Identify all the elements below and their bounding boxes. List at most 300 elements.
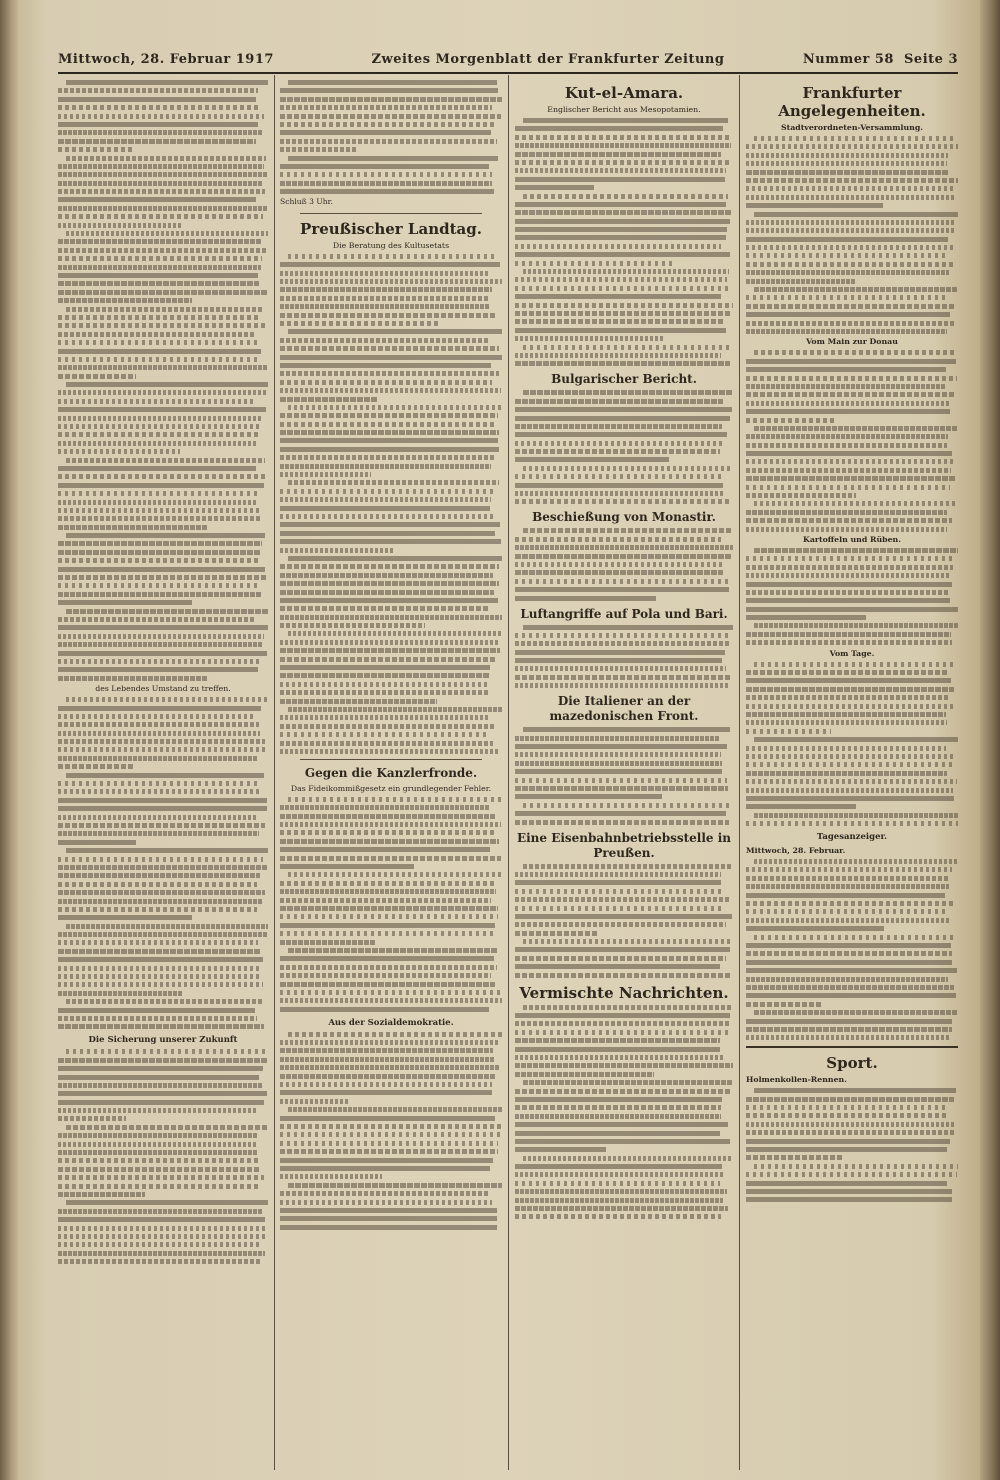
- text-line: [754, 1010, 958, 1015]
- text-line: [58, 940, 258, 945]
- text-line: [280, 97, 502, 102]
- text-line: [523, 803, 733, 808]
- text-line: [66, 924, 268, 929]
- text-line: [58, 625, 268, 630]
- text-line: [523, 118, 728, 123]
- text-line: [515, 491, 724, 496]
- text-line: [58, 256, 262, 261]
- headline-kanzlerfronde: Gegen die Kanzlerfronde.: [304, 765, 478, 780]
- text-line: [280, 640, 499, 645]
- text-line: [58, 676, 207, 681]
- text-line: [515, 143, 731, 148]
- text-line: [58, 1158, 261, 1163]
- text-line: [280, 489, 493, 494]
- column-rule: [274, 75, 275, 1470]
- text-line: [58, 1142, 257, 1147]
- text-line: [523, 528, 733, 533]
- text-line: [746, 228, 955, 233]
- text-line: [58, 483, 264, 488]
- text-line: [280, 346, 499, 351]
- text-line: [746, 220, 956, 225]
- text-line: [515, 897, 729, 902]
- text-line: [746, 510, 947, 515]
- text-line: [58, 857, 263, 862]
- text-line: [280, 1040, 499, 1045]
- subhead-holmenkollen: Holmenkollen-Rennen.: [746, 1075, 847, 1085]
- text-line: [746, 329, 947, 334]
- text-line: [66, 231, 268, 236]
- text-line: [515, 596, 656, 601]
- text-line: [280, 506, 490, 511]
- text-line: [515, 1198, 723, 1203]
- binding-edge: [980, 0, 1000, 1480]
- text-line: [58, 298, 192, 303]
- text-line: [58, 890, 265, 895]
- text-line: [746, 1155, 842, 1160]
- text-line: [515, 227, 727, 232]
- masthead: [58, 52, 958, 74]
- text-line: [280, 271, 489, 276]
- column-1-text-top: [58, 80, 268, 681]
- text-line: [515, 666, 726, 671]
- text-line: [58, 982, 263, 987]
- text-line: [280, 355, 502, 360]
- text-line: [58, 667, 258, 672]
- headline-monastir: Beschießung von Monastir.: [532, 510, 716, 525]
- text-line: [746, 312, 950, 317]
- text-line: [746, 746, 946, 751]
- text-line: [288, 948, 498, 953]
- text-line: [58, 915, 192, 920]
- text-line: [58, 315, 258, 320]
- text-line: [515, 675, 731, 680]
- column-3-text-pola: [515, 625, 733, 689]
- text-line: [58, 122, 258, 127]
- text-line: [280, 822, 501, 827]
- text-line: [515, 202, 726, 207]
- text-line: [515, 244, 721, 249]
- text-line: [746, 968, 957, 973]
- text-line: [280, 864, 414, 869]
- text-line: [58, 798, 267, 803]
- text-line: [280, 1132, 501, 1137]
- text-line: [58, 508, 259, 513]
- text-line: [280, 682, 489, 687]
- text-line: [58, 139, 256, 144]
- text-line: [280, 122, 494, 127]
- text-line: [515, 956, 726, 961]
- text-line: [515, 811, 726, 816]
- text-line: [58, 907, 257, 912]
- text-line: [288, 1183, 502, 1188]
- text-line: [746, 376, 957, 381]
- text-line: [515, 294, 721, 299]
- text-line: [58, 592, 262, 597]
- text-line: [280, 548, 395, 553]
- text-line: [58, 290, 268, 295]
- text-line: [523, 939, 733, 944]
- text-line: [280, 371, 499, 376]
- text-line: [515, 794, 662, 799]
- text-line: [515, 399, 723, 404]
- text-line: [280, 296, 490, 301]
- text-line: [58, 332, 255, 337]
- text-line: [280, 1225, 497, 1230]
- text-line: [58, 466, 256, 471]
- facing-page-strip: [0, 0, 18, 1480]
- text-line: [66, 1125, 268, 1130]
- masthead-title: Zweites Morgenblatt der Frankfurter Zeitung: [371, 52, 725, 67]
- text-line: [58, 706, 261, 711]
- text-line: [746, 993, 956, 998]
- text-line: [288, 480, 499, 485]
- text-line: [58, 739, 265, 744]
- text-line: [58, 722, 259, 727]
- text-line: [280, 447, 499, 452]
- text-line: [280, 1200, 492, 1205]
- text-line: [515, 407, 732, 412]
- text-line: [515, 658, 722, 663]
- text-line: [746, 186, 954, 191]
- text-line: [515, 235, 726, 240]
- text-line: [66, 382, 268, 387]
- text-line: [280, 715, 490, 720]
- text-line: [58, 1242, 259, 1247]
- text-line: [280, 388, 501, 393]
- text-line: [66, 458, 265, 463]
- text-line: [288, 80, 497, 85]
- column-1-text-mid: [58, 697, 268, 1029]
- text-line: [754, 136, 954, 141]
- masthead-number: Nummer 58 Seite 3: [802, 52, 958, 67]
- text-line: [58, 1184, 261, 1189]
- text-line: [58, 1091, 267, 1096]
- text-line: [58, 424, 262, 429]
- text-line: [58, 747, 267, 752]
- column-1-text-bottom: [58, 1049, 268, 1264]
- tagesanzeiger-date: Mittwoch, 28. Februar.: [746, 846, 846, 856]
- text-line: [746, 729, 831, 734]
- text-line: [515, 1122, 728, 1127]
- column-3-text-kut: [515, 118, 733, 366]
- text-line: [515, 1139, 730, 1144]
- headline-kut-el-amara: Kut-el-Amara.: [564, 84, 684, 102]
- text-line: [754, 350, 954, 355]
- column-3-text-eisenbahn: [515, 864, 733, 978]
- text-line: [58, 781, 260, 786]
- text-line: [280, 839, 499, 844]
- text-line: [515, 311, 732, 316]
- text-line: [280, 814, 496, 819]
- text-line: [746, 321, 954, 326]
- text-line: [523, 390, 732, 395]
- text-line: [515, 457, 669, 462]
- divider: [300, 213, 482, 214]
- text-line: [515, 152, 721, 157]
- text-line: [58, 114, 264, 119]
- text-line: [66, 156, 266, 161]
- text-line: [58, 1016, 257, 1021]
- text-line: [746, 518, 952, 523]
- text-line: [515, 633, 732, 638]
- text-line: [515, 328, 726, 333]
- text-line: [58, 1108, 258, 1113]
- text-line: [58, 357, 261, 362]
- text-line: [280, 741, 493, 746]
- text-line: [58, 1167, 261, 1172]
- text-line: [58, 88, 258, 93]
- column-4: [746, 78, 958, 1463]
- text-line: [58, 374, 136, 379]
- text-line: [515, 286, 729, 291]
- column-4-text-stadt: [746, 136, 958, 334]
- text-line: [515, 769, 722, 774]
- text-line: [515, 1063, 733, 1068]
- text-line: [515, 160, 731, 165]
- text-line: [754, 287, 958, 292]
- text-line: [515, 545, 733, 550]
- text-line: [58, 789, 262, 794]
- text-line: [746, 262, 954, 267]
- headline-sport: Sport.: [826, 1054, 878, 1073]
- text-line: [58, 223, 183, 228]
- text-line: [280, 455, 495, 460]
- text-line: [746, 556, 955, 561]
- text-line: [515, 641, 730, 646]
- text-line: [515, 922, 726, 927]
- text-line: [280, 1057, 495, 1062]
- text-line: [58, 949, 260, 954]
- text-line: [515, 185, 594, 190]
- text-line: [746, 459, 956, 464]
- text-line: [58, 1024, 264, 1029]
- text-line: [280, 598, 498, 603]
- text-line: [515, 303, 733, 308]
- text-line: [280, 1090, 492, 1095]
- text-line: [746, 1002, 821, 1007]
- text-line: [515, 820, 729, 825]
- subhead-main-donau: Vom Main zur Donau: [806, 337, 898, 347]
- text-line: [754, 737, 958, 742]
- text-line: [746, 771, 947, 776]
- text-line: [746, 573, 951, 578]
- text-line: [515, 579, 728, 584]
- text-line: [280, 805, 490, 810]
- text-line: [280, 690, 490, 695]
- text-line: [280, 114, 501, 119]
- text-line: [515, 1055, 723, 1060]
- text-line: [280, 898, 491, 903]
- text-line: [746, 401, 949, 406]
- column-3-text-bulg: [515, 390, 733, 504]
- text-line: [58, 416, 262, 421]
- signature-line: Schluß 3 Uhr.: [280, 197, 333, 207]
- text-line: [515, 219, 730, 224]
- column-4-text-donau: [746, 350, 958, 531]
- text-line: [746, 434, 948, 439]
- text-line: [58, 390, 266, 395]
- text-line: [280, 1191, 489, 1196]
- text-line: [66, 1200, 268, 1205]
- text-line: [515, 880, 721, 885]
- text-line: [280, 105, 492, 110]
- text-line: [58, 239, 261, 244]
- text-line: [280, 1208, 497, 1213]
- text-line: [58, 714, 256, 719]
- text-line: [66, 307, 264, 312]
- text-line: [58, 957, 263, 962]
- text-line: [515, 752, 721, 757]
- text-line: [280, 1074, 496, 1079]
- text-line: [280, 606, 490, 611]
- text-line: [58, 1133, 257, 1138]
- text-line: [515, 1181, 720, 1186]
- text-line: [515, 587, 729, 592]
- text-line: [746, 392, 954, 397]
- text-line: [746, 867, 952, 872]
- text-line: [58, 831, 259, 836]
- headline-landtag: Preußischer Landtag.: [300, 219, 482, 238]
- text-line: [746, 476, 956, 481]
- text-line: [280, 906, 498, 911]
- subhead-fideikommiss: Das Fideikommißgesetz ein grundlegender Fehler.: [290, 783, 492, 793]
- text-line: [280, 847, 490, 852]
- text-line: [746, 1113, 946, 1118]
- text-line: [58, 130, 262, 135]
- text-line: [515, 1030, 730, 1035]
- text-line: [746, 590, 950, 595]
- text-line: [280, 665, 490, 670]
- text-line: [515, 1105, 721, 1110]
- text-line: [280, 648, 500, 653]
- text-line: [515, 1047, 720, 1052]
- text-line: [280, 856, 501, 861]
- text-line: [58, 600, 192, 605]
- column-3: [515, 78, 733, 1463]
- text-line: [58, 567, 265, 572]
- text-line: [58, 575, 268, 580]
- text-line: [280, 956, 494, 961]
- text-line: [280, 1158, 493, 1163]
- text-line: [754, 212, 958, 217]
- text-line: [280, 990, 501, 995]
- text-line: [280, 923, 495, 928]
- text-line: [280, 464, 491, 469]
- text-line: [280, 1124, 502, 1129]
- text-line: [280, 139, 497, 144]
- subsection-head: des Lebendes Umstand zu treffen.: [95, 684, 231, 694]
- text-line: [280, 973, 491, 978]
- text-line: [58, 474, 265, 479]
- headline-pola-bari: Luftangriffe auf Pola und Bari.: [520, 606, 728, 621]
- text-line: [754, 662, 957, 667]
- text-line: [746, 565, 953, 570]
- text-line: [58, 823, 265, 828]
- text-line: [515, 126, 723, 131]
- text-line: [280, 1007, 489, 1012]
- text-line: [58, 583, 261, 588]
- text-line: [58, 1075, 259, 1080]
- text-line: [746, 409, 950, 414]
- text-line: [280, 1141, 498, 1146]
- text-line: [280, 615, 502, 620]
- text-line: [746, 384, 945, 389]
- text-line: [58, 164, 264, 169]
- text-line: [746, 253, 949, 258]
- text-line: [515, 336, 664, 341]
- text-line: [58, 1226, 265, 1231]
- text-line: [280, 497, 491, 502]
- column-3-text-monastir: [515, 528, 733, 600]
- text-line: [746, 1122, 955, 1127]
- newspaper-page: [18, 0, 980, 1480]
- text-line: [58, 399, 256, 404]
- text-line: [58, 1251, 265, 1256]
- text-line: [746, 960, 952, 965]
- text-line: [515, 889, 721, 894]
- text-line: [746, 493, 856, 498]
- text-line: [280, 164, 489, 169]
- masthead-date: Mittwoch, 28. Februar 1917: [58, 52, 274, 67]
- text-line: [515, 1172, 725, 1177]
- text-line: [515, 252, 730, 257]
- text-line: [746, 1105, 947, 1110]
- headline-frankfurter-angelegenheiten: Frankfurter Angelegenheiten.: [778, 84, 926, 120]
- text-line: [746, 527, 947, 532]
- text-line: [280, 1174, 382, 1179]
- text-line: [280, 732, 489, 737]
- text-line: [58, 1217, 265, 1222]
- text-line: [288, 329, 502, 334]
- text-line: [280, 1149, 498, 1154]
- text-line: [746, 279, 856, 284]
- text-line: [746, 720, 947, 725]
- text-line: [58, 731, 260, 736]
- text-line: [515, 1072, 654, 1077]
- text-line: [58, 516, 261, 521]
- text-line: [515, 261, 675, 266]
- text-line: [58, 873, 260, 878]
- text-line: [515, 168, 726, 173]
- text-line: [280, 1065, 499, 1070]
- text-line: [523, 727, 730, 732]
- text-line: [58, 1192, 145, 1197]
- text-line: [746, 884, 949, 889]
- column-4-text-tage: [746, 662, 958, 826]
- text-line: [58, 1083, 263, 1088]
- text-line: [746, 170, 949, 175]
- text-line: [515, 973, 730, 978]
- text-line: [280, 1099, 349, 1104]
- text-line: [66, 533, 265, 538]
- text-line: [288, 405, 502, 410]
- text-line: [746, 178, 958, 183]
- text-line: [515, 761, 722, 766]
- text-line: [515, 416, 730, 421]
- text-line: [66, 999, 263, 1004]
- text-line: [280, 514, 495, 519]
- text-line: [746, 985, 954, 990]
- text-line: [58, 840, 136, 845]
- text-line: [280, 304, 490, 309]
- text-line: [515, 1164, 722, 1169]
- column-2-text-kanzler: [280, 797, 502, 1012]
- text-line: [280, 438, 498, 443]
- text-line: [58, 1234, 265, 1239]
- headline-vermischte: Vermischte Nachrichten.: [519, 983, 729, 1002]
- text-line: [288, 707, 502, 712]
- text-line: [746, 598, 950, 603]
